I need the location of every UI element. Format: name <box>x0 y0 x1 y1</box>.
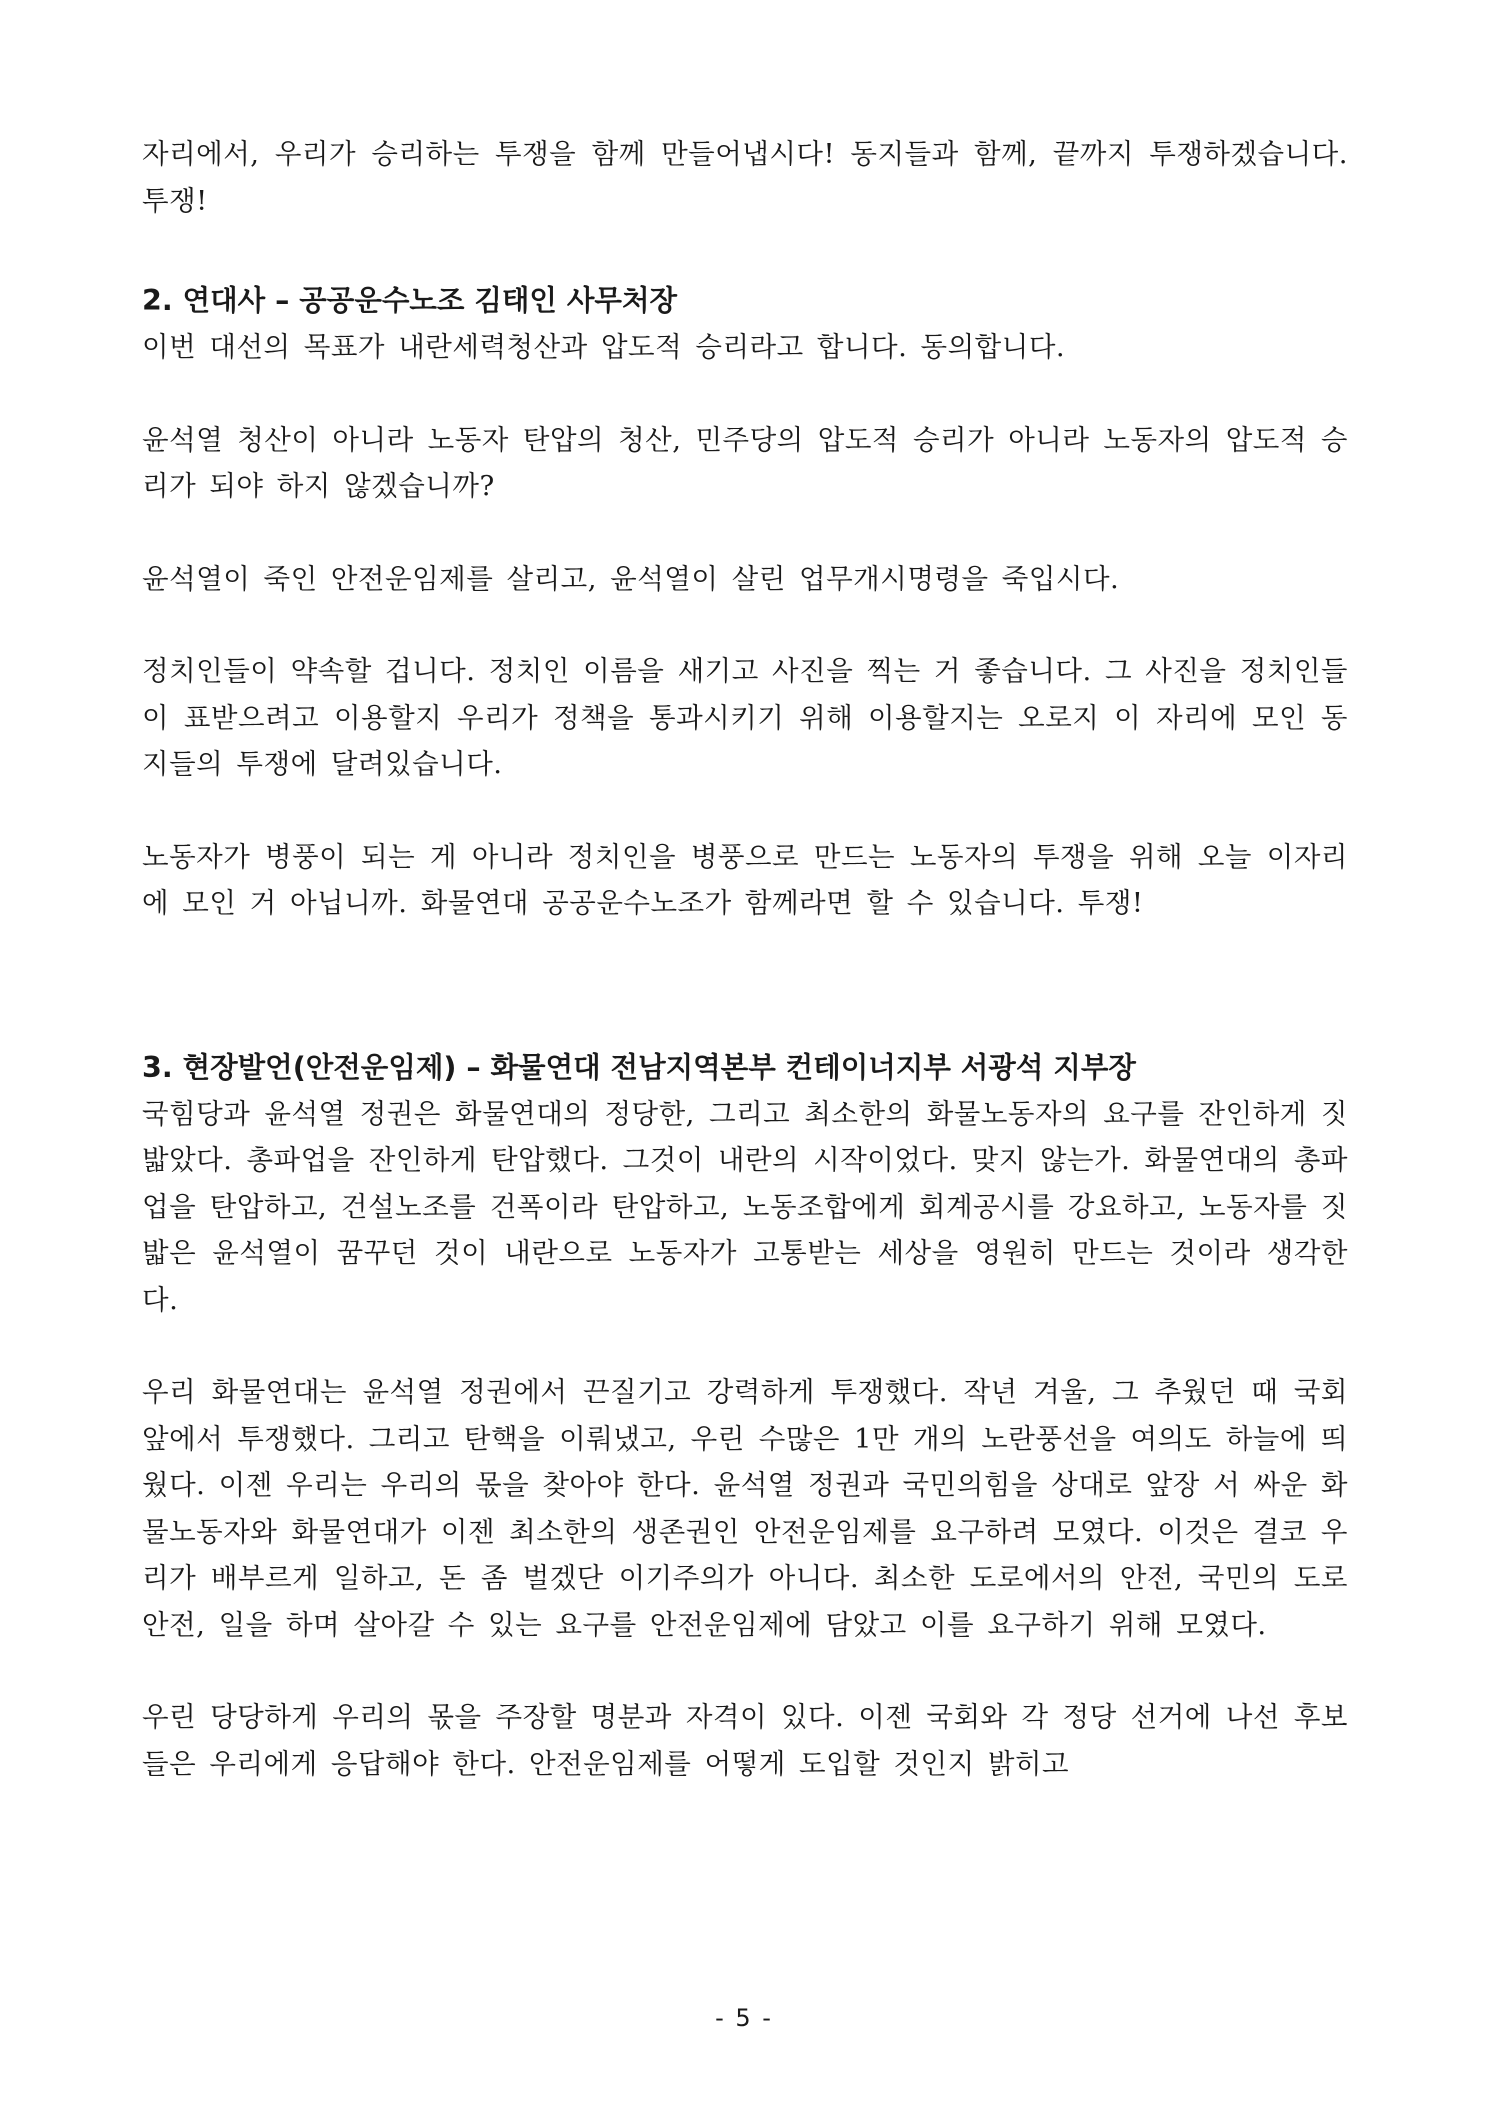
paragraph: 이번 대선의 목표가 내란세력청산과 압도적 승리라고 합니다. 동의합니다. <box>142 331 1066 363</box>
paragraph: 정치인들이 약속할 겁니다. 정치인 이름을 새기고 사진을 찍는 거 좋습니다. 그 사진을 정치인들이 표받으려고 이용할지 우리가 정책을 통과시키기 위해 이용할지는 오로지 이 자리에 모인 동지들의 투쟁에 달려있습니다. <box>142 655 1348 780</box>
section-heading-solidarity-speech: 2. 연대사 – 공공운수노조 김태인 사무처장 <box>142 284 678 317</box>
section-heading-field-speech: 3. 현장발언(안전운임제) – 화물연대 전남지역본부 컨테이너지부 서광석 지부장 <box>142 1050 1136 1084</box>
paragraph: 노동자가 병풍이 되는 게 아니라 정치인을 병풍으로 만드는 노동자의 투쟁을 위해 오늘 이자리에 모인 거 아닙니까. 화물연대 공공운수노조가 함께라면 할 수 있습니다. 투쟁! <box>142 840 1348 919</box>
paragraph: 우리 화물연대는 윤석열 정권에서 끈질기고 강력하게 투쟁했다. 작년 겨울, 그 추웠던 때 국회 앞에서 투쟁했다. 그리고 탄핵을 이뤄냈고, 우린 수많은 1만 개의 노란풍선을 여의도 하늘에 띄웠다. 이젠 우리는 우리의 몫을 찾아야 한다. 윤석열 정권과 국민의힘을 상대로 앞장 서 싸운 화물노동자와 화물연대가 이젠 최소한의 생존권인 안전운임제를 요구하려 모였다. 이것은 결코 우리가 배부르게 일하고, 돈 좀 벌겠단 이기주의가 아니다. 최소한 도로에서의 안전, 국민의 도로 안전, 일을 하며 살아갈 수 있는 요구를 안전운임제에 담았고 이를 요구하기 위해 모였다. <box>142 1376 1348 1641</box>
paragraph: 윤석열이 죽인 안전운임제를 살리고, 윤석열이 살린 업무개시명령을 죽입시다. <box>142 562 1120 595</box>
paragraph: 우린 당당하게 우리의 몫을 주장할 명분과 자격이 있다. 이젠 국회와 각 정당 선거에 나선 후보들은 우리에게 응답해야 한다. 안전운임제를 어떻게 도입할 것인지 밝히고 <box>142 1701 1348 1780</box>
document-body <box>142 131 1348 1787</box>
paragraph-closing: 자리에서, 우리가 승리하는 투쟁을 함께 만들어냅시다! 동지들과 함께, 끝까지 투쟁하겠습니다. 투쟁! <box>142 138 1348 217</box>
paragraph: 윤석열 청산이 아니라 노동자 탄압의 청산, 민주당의 압도적 승리가 아니라 노동자의 압도적 승리가 되야 하지 않겠습니까? <box>142 423 1348 502</box>
paragraph: 국힘당과 윤석열 정권은 화물연대의 정당한, 그리고 최소한의 화물노동자의 요구를 잔인하게 짓밟았다. 총파업을 잔인하게 탄압했다. 그것이 내란의 시작이었다. 맞지 않는가. 화물연대의 총파업을 탄압하고, 건설노조를 건폭이라 탄압하고, 노동조합에게 회계공시를 강요하고, 노동자를 짓밟은 윤석열이 꿈꾸던 것이 내란으로 노동자가 고통받는 세상을 영원히 만드는 것이라 생각한다. <box>142 1097 1348 1316</box>
page-number: - 5 - <box>715 2004 773 2032</box>
